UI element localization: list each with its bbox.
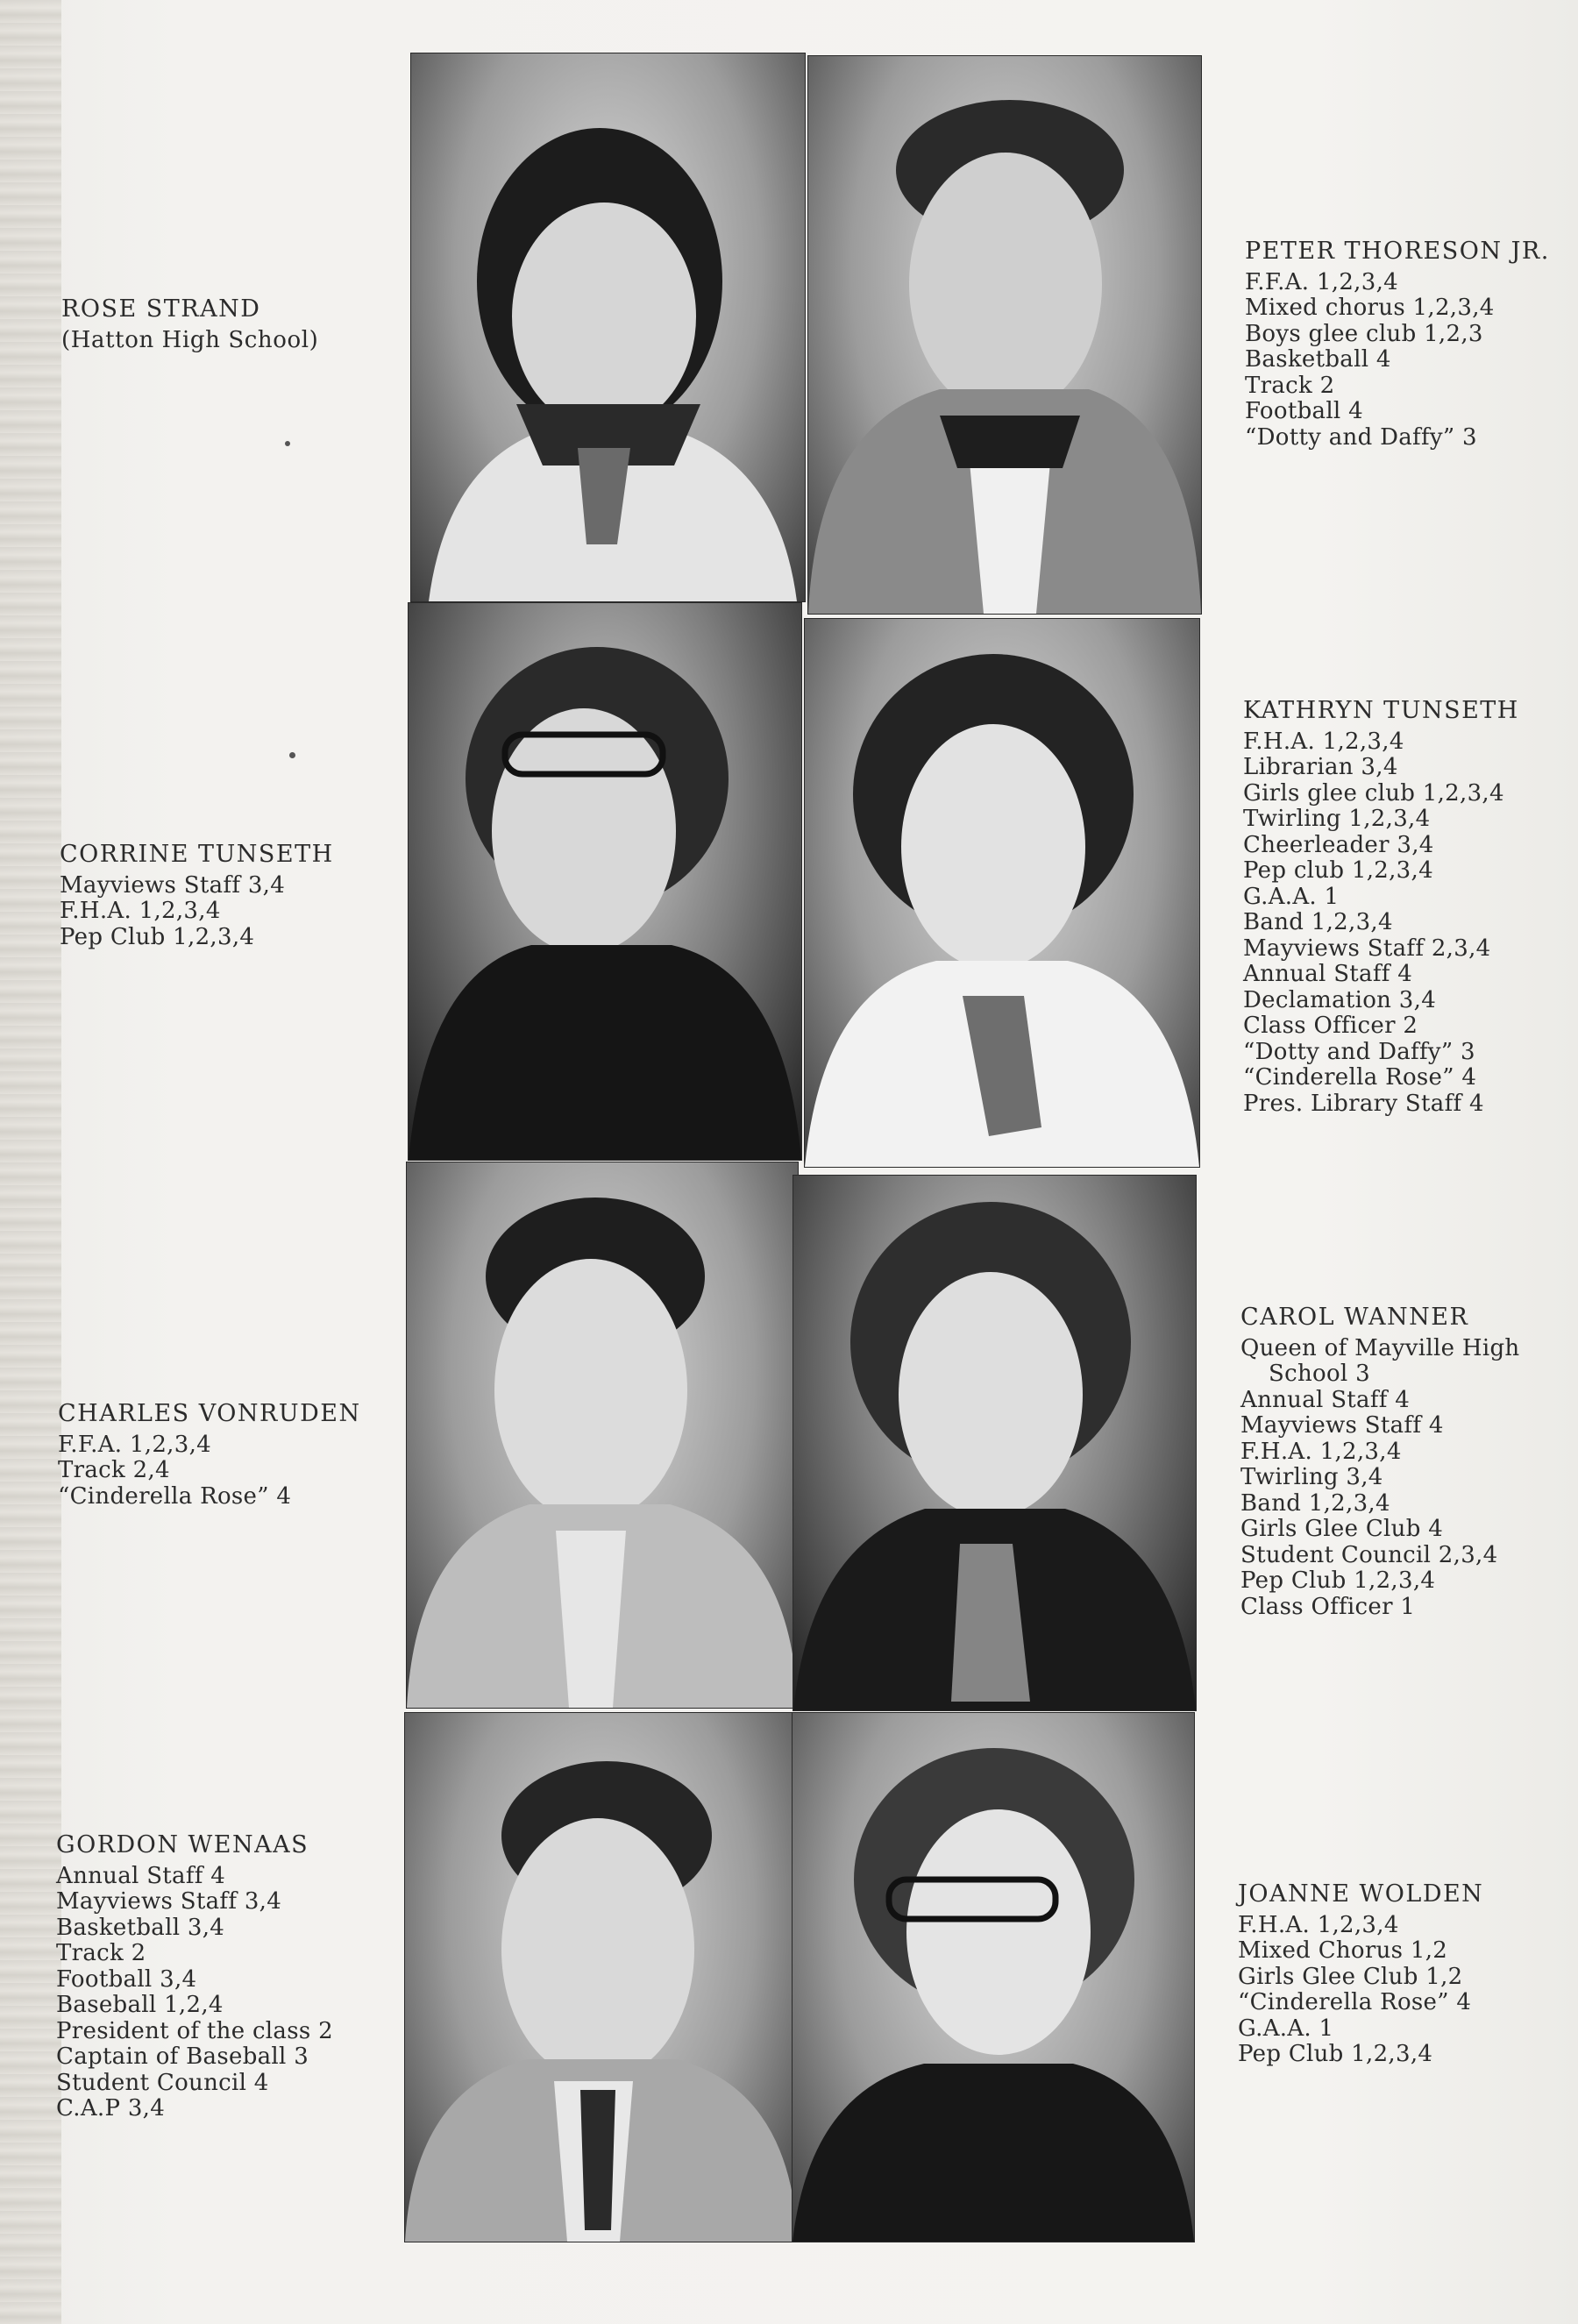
portrait-rose-strand-figure xyxy=(411,53,805,601)
activity-item: Track 2 xyxy=(1245,372,1335,399)
activity-item: Student Council 4 xyxy=(56,2069,269,2096)
student-entry-corrine-tunseth xyxy=(60,842,334,950)
activity-item: Mixed Chorus 1,2 xyxy=(1238,1937,1448,1964)
activity-item: C.A.P 3,4 xyxy=(56,2095,166,2121)
portrait-photo-kathryn-tunseth xyxy=(804,618,1200,1168)
activity-item: Pep club 1,2,3,4 xyxy=(1243,857,1433,884)
activity-item: Basketball 4 xyxy=(1245,346,1391,373)
activity-item: “Cinderella Rose” 4 xyxy=(58,1482,292,1510)
portrait-photo-joanne-wolden xyxy=(792,1712,1195,2242)
activity-item: Mayviews Staff 4 xyxy=(1240,1412,1444,1439)
activity-item: Track 2 xyxy=(56,1940,146,1966)
student-entry-gordon-wenaas xyxy=(56,1832,333,2122)
portrait-photo-gordon-wenaas xyxy=(404,1712,799,2242)
student-entry-joanne-wolden xyxy=(1238,1881,1483,2068)
portrait-photo-peter-thoreson xyxy=(807,55,1202,615)
activity-item: Pep Club 1,2,3,4 xyxy=(1240,1567,1436,1594)
student-name: CORRINE TUNSETH xyxy=(60,841,334,868)
activity-item: Queen of Mayville High xyxy=(1240,1334,1520,1361)
activity-item: F.F.A. 1,2,3,4 xyxy=(58,1431,211,1458)
portrait-charles-vonruden-figure xyxy=(407,1162,798,1708)
activity-item: Annual Staff 4 xyxy=(56,1862,226,1889)
activity-item: Football 4 xyxy=(1245,398,1363,424)
print-speck xyxy=(285,441,290,446)
activity-item: F.H.A. 1,2,3,4 xyxy=(60,898,221,924)
activity-item: Pep Club 1,2,3,4 xyxy=(1238,2041,1433,2067)
activity-item: “Dotty and Daffy” 3 xyxy=(1243,1038,1475,1065)
student-name: ROSE STRAND xyxy=(61,295,261,323)
activity-item: Declamation 3,4 xyxy=(1243,986,1437,1013)
portrait-photo-charles-vonruden xyxy=(406,1162,799,1709)
portrait-corrine-tunseth-figure xyxy=(409,603,801,1160)
activity-item: Band 1,2,3,4 xyxy=(1240,1489,1390,1517)
portrait-gordon-wenaas-figure xyxy=(405,1713,798,2242)
activity-item: Cheerleader 3,4 xyxy=(1243,831,1434,858)
student-name: CAROL WANNER xyxy=(1240,1304,1469,1331)
activity-item: F.H.A. 1,2,3,4 xyxy=(1238,1911,1399,1938)
activity-item: Twirling 3,4 xyxy=(1240,1464,1383,1490)
activity-item: “Cinderella Rose” 4 xyxy=(1238,1989,1472,2015)
student-entry-rose-strand xyxy=(61,296,318,353)
activity-item: Girls Glee Club 1,2 xyxy=(1238,1963,1463,1990)
activity-item: Captain of Baseball 3 xyxy=(56,2043,309,2070)
activity-item: Class Officer 2 xyxy=(1243,1013,1418,1039)
student-name: JOANNE WOLDEN xyxy=(1238,1880,1484,1908)
student-entry-kathryn-tunseth xyxy=(1243,698,1519,1117)
portrait-photo-corrine-tunseth xyxy=(408,602,802,1161)
activity-item: Annual Staff 4 xyxy=(1243,961,1413,987)
activity-item: G.A.A. 1 xyxy=(1238,2015,1334,2042)
activity-item: Mayviews Staff 3,4 xyxy=(60,871,286,899)
portrait-photo-rose-strand xyxy=(410,53,806,602)
portrait-joanne-wolden-figure xyxy=(793,1713,1194,2242)
activity-item: Girls Glee Club 4 xyxy=(1240,1516,1444,1542)
activity-item: F.H.A. 1,2,3,4 xyxy=(1243,728,1404,755)
activity-item: Football 3,4 xyxy=(56,1965,197,1993)
portrait-kathryn-tunseth-figure xyxy=(805,619,1199,1167)
activity-item: “Cinderella Rose” 4 xyxy=(1243,1064,1477,1091)
activity-item: Basketball 3,4 xyxy=(56,1914,225,1941)
student-entry-charles-vonruden xyxy=(58,1401,361,1510)
student-previous-school: (Hatton High School) xyxy=(61,326,319,353)
student-entry-peter-thoreson xyxy=(1245,238,1550,451)
student-entry-carol-wanner xyxy=(1240,1304,1519,1620)
activity-item: Girls glee club 1,2,3,4 xyxy=(1243,779,1504,807)
portrait-photo-carol-wanner xyxy=(793,1175,1197,1711)
activity-item: Librarian 3,4 xyxy=(1243,754,1398,780)
student-name: KATHRYN TUNSETH xyxy=(1243,697,1519,724)
activity-item: F.H.A. 1,2,3,4 xyxy=(1240,1438,1402,1465)
activity-item: “Dotty and Daffy” 3 xyxy=(1245,423,1477,451)
activity-item: G.A.A. 1 xyxy=(1243,883,1340,910)
activity-item: Class Officer 1 xyxy=(1240,1593,1416,1620)
activity-item: Band 1,2,3,4 xyxy=(1243,909,1393,935)
student-name: PETER THORESON JR. xyxy=(1245,238,1550,265)
activity-item: Mayviews Staff 3,4 xyxy=(56,1888,282,1915)
activity-item: Student Council 2,3,4 xyxy=(1240,1541,1498,1568)
activity-item: F.F.A. 1,2,3,4 xyxy=(1245,268,1398,295)
portrait-carol-wanner-figure xyxy=(793,1176,1196,1710)
print-speck xyxy=(289,752,295,758)
activity-item: Pep Club 1,2,3,4 xyxy=(60,923,255,950)
activity-item: Mayviews Staff 2,3,4 xyxy=(1243,935,1491,962)
activity-item: Annual Staff 4 xyxy=(1240,1386,1411,1413)
activity-item: Twirling 1,2,3,4 xyxy=(1243,806,1431,832)
activity-item: Mixed chorus 1,2,3,4 xyxy=(1245,295,1495,321)
activity-item: Pres. Library Staff 4 xyxy=(1243,1090,1484,1117)
torn-page-edge xyxy=(0,0,61,2324)
student-name: GORDON WENAAS xyxy=(56,1831,309,1858)
portrait-peter-thoreson-figure xyxy=(808,56,1201,614)
activity-item: Baseball 1,2,4 xyxy=(56,1992,224,2018)
activity-item: Boys glee club 1,2,3 xyxy=(1245,320,1483,347)
activity-item: Track 2,4 xyxy=(58,1457,170,1483)
activity-item: President of the class 2 xyxy=(56,2017,333,2044)
student-name: CHARLES VONRUDEN xyxy=(58,1400,361,1427)
activity-item: School 3 xyxy=(1269,1361,1370,1387)
